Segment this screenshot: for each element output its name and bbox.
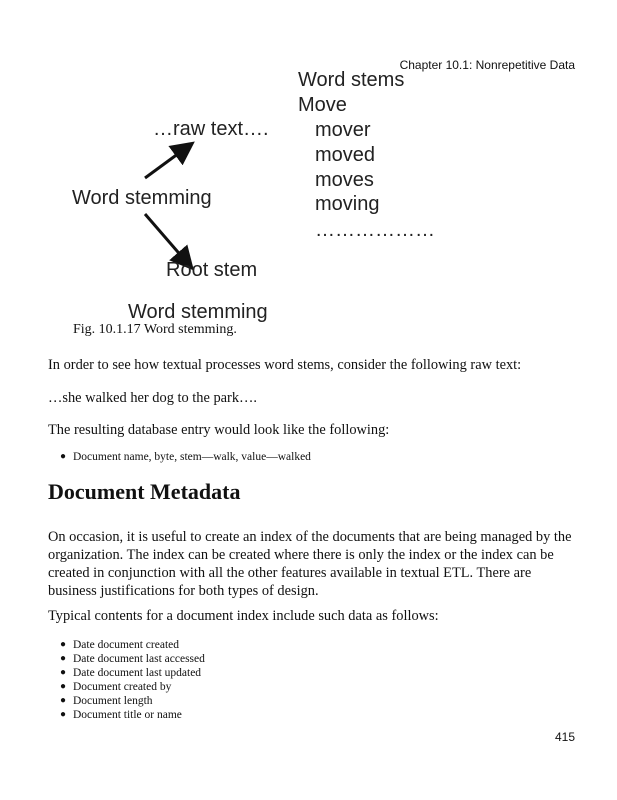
list-item: ● Document name, byte, stem—walk, value—walked	[60, 451, 311, 463]
word-stemming-bottom-label: Word stemming	[128, 301, 268, 323]
list-item: ● Document created by	[60, 681, 172, 693]
bullet-icon: ●	[60, 639, 67, 650]
running-header: Chapter 10.1: Nonrepetitive Data	[399, 58, 575, 72]
list-item: ● Date document last updated	[60, 667, 202, 679]
stem-item: mover	[315, 119, 371, 141]
bullet-icon: ●	[60, 681, 67, 692]
bullet-icon: ●	[60, 653, 67, 664]
paragraph-5: Typical contents for a document index include such data as follows:	[48, 608, 439, 624]
list-item: ● Document title or name	[60, 709, 182, 721]
bullet-icon: ●	[60, 709, 67, 720]
page-number: 415	[554, 730, 575, 744]
bullet-icon: ●	[60, 667, 67, 678]
root-stem-label: Root stem	[166, 259, 258, 281]
stem-item: moves	[315, 169, 374, 191]
stem-item: moved	[315, 144, 376, 166]
list-item: ● Date document last accessed	[60, 653, 205, 665]
figure-arrows	[0, 0, 617, 330]
stem-item: moving	[315, 193, 380, 215]
section-heading: Document Metadata	[48, 479, 241, 504]
word-stems-root: Move	[298, 94, 347, 116]
arrow-to-raw-text	[145, 145, 190, 178]
database-entry-list	[58, 450, 311, 464]
list-item: ● Date document created	[60, 639, 179, 651]
figure-caption: Fig. 10.1.17 Word stemming.	[73, 322, 237, 337]
word-stemming-label: Word stemming	[72, 187, 212, 209]
document-index-list	[58, 638, 205, 722]
paragraph-4: On occasion, it is useful to create an index of the documents that are being managed by the organization. The index can be created where there is only the index or the index can be created in conjunction with all the other features available in textual ETL. There are business justifications for both types of design.	[48, 529, 572, 599]
word-stems-title: Word stems	[298, 69, 405, 91]
bullet-icon: ●	[60, 695, 67, 706]
paragraph-1: In order to see how textual processes word stems, consider the following raw text:	[48, 357, 522, 373]
raw-text-label: …raw text….	[153, 118, 269, 140]
stem-ellipsis: ………………	[315, 219, 435, 241]
list-item: ● Document length	[60, 695, 153, 707]
paragraph-2: …she walked her dog to the park….	[48, 390, 258, 406]
word-stemming-figure	[0, 0, 617, 330]
bullet-icon: ●	[60, 451, 67, 462]
paragraph-3: The resulting database entry would look like the following:	[48, 422, 390, 438]
